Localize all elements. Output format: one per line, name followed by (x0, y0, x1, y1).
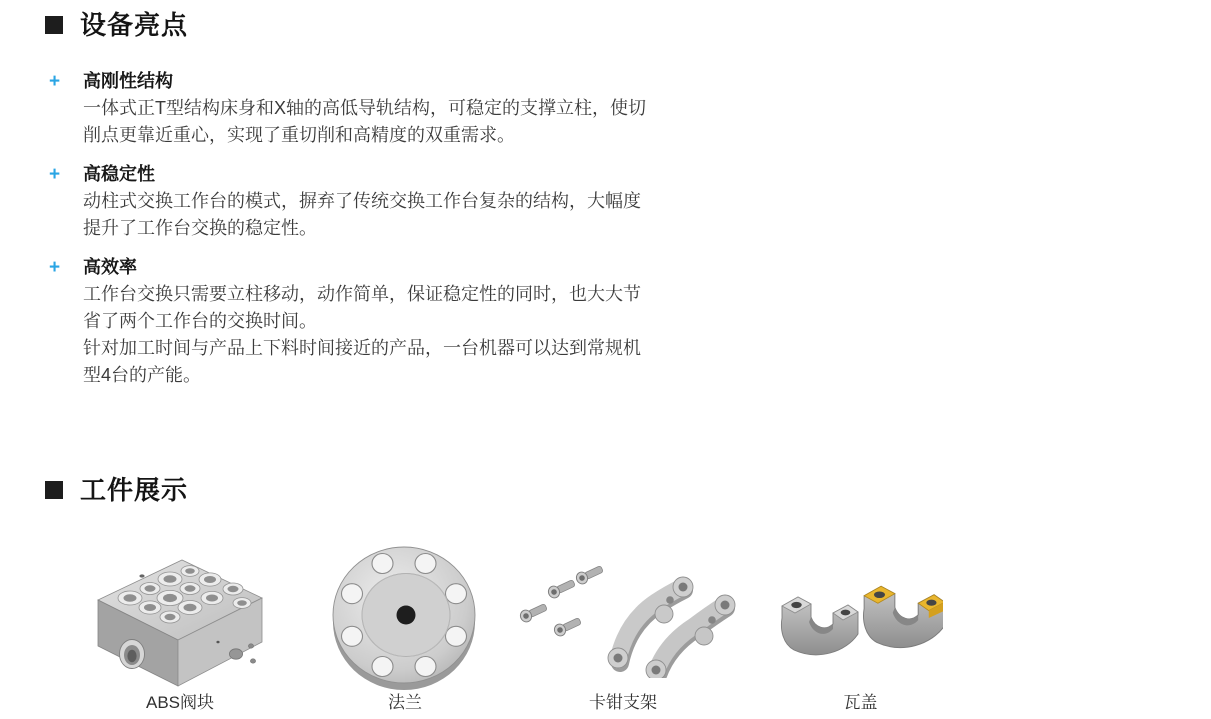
highlight-title: 高刚性结构 (83, 71, 173, 91)
workpieces-title: 工件展示 (80, 475, 189, 505)
highlight-line: 省了两个工作台的交换时间。 (83, 311, 317, 331)
highlights-title: 设备亮点 (80, 10, 189, 40)
workpiece-label: ABS阀块 (145, 693, 215, 712)
bracket-left (608, 577, 693, 668)
flange-image (330, 544, 480, 694)
highlight-title: 高效率 (83, 257, 137, 277)
highlight-line: 一体式正T型结构床身和X轴的高低导轨结构，可稳定的支撑立柱，使切 (83, 98, 646, 118)
bearing-cap-image (778, 560, 943, 678)
workpiece-label: 瓦盖 (843, 693, 878, 712)
highlight-line: 动柱式交换工作台的模式，摒弃了传统交换工作台复杂的结构，大幅度 (83, 191, 641, 211)
workpieces-heading (45, 476, 188, 504)
highlight-line: 削点更靠近重心，实现了重切削和高精度的双重需求。 (83, 125, 515, 145)
highlights-heading (45, 11, 188, 39)
workpiece-figure (330, 540, 480, 712)
highlight-line: 针对加工时间与产品上下料时间接近的产品，一台机器可以达到常规机 (83, 338, 641, 358)
highlight-line: 提升了工作台交换的稳定性。 (83, 218, 317, 238)
section-square-icon (45, 481, 63, 499)
bearing-cap-yellow (864, 586, 943, 647)
highlight-item (49, 254, 641, 389)
plus-icon: + (49, 257, 61, 278)
caliper-bracket-image (508, 554, 738, 678)
highlight-line: 工作台交换只需要立柱移动，动作简单，保证稳定性的同时，也大大节 (83, 284, 641, 304)
section-square-icon (45, 16, 63, 34)
workpiece-figure (508, 540, 738, 712)
workpiece-figure (85, 540, 275, 712)
highlight-line: 型4台的产能。 (83, 365, 202, 385)
highlight-item (49, 161, 641, 242)
workpiece-label: 卡钳支架 (589, 693, 657, 712)
highlight-title: 高稳定性 (83, 164, 155, 184)
workpiece-figure (778, 540, 943, 712)
workpiece-label: 法兰 (388, 693, 422, 712)
screw-icons (518, 563, 604, 637)
abs-valve-block-image (90, 548, 270, 688)
bearing-cap-gray (781, 597, 858, 655)
plus-icon: + (49, 71, 61, 92)
highlight-item (49, 68, 646, 149)
plus-icon: + (49, 164, 61, 185)
